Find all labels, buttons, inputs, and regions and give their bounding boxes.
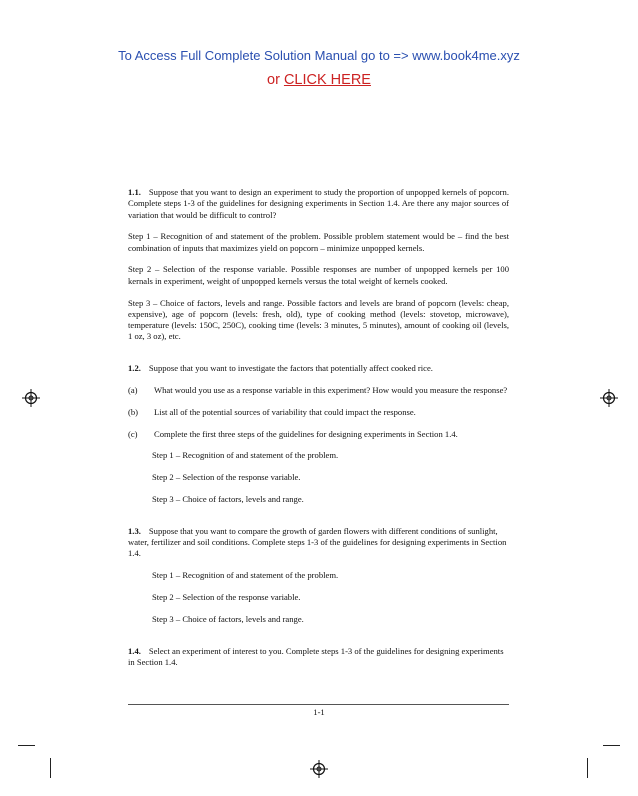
part-label: (a) xyxy=(128,385,138,396)
question-text: Suppose that you want to design an experiment to study the proportion of unpopped kernels of popcorn. Complete steps 1-3 of the guidelines for designing experiments in Section 1.4. Are there any major sources of variation that would be difficult to control? xyxy=(128,187,509,220)
question-1-2 xyxy=(128,363,509,374)
access-banner[interactable]: To Access Full Complete Solution Manual go to => www.book4me.xyz xyxy=(118,48,520,63)
answer-step-2: Step 2 – Selection of the response variable. Possible responses are number of unpopped kernels per 100 kernals in experiment, weight of unpopped kernels versus the total weight of kernels cooked. xyxy=(128,264,509,286)
question-text: Select an experiment of interest to you. Complete steps 1-3 of the guidelines for designing experiments in Section 1.4. xyxy=(128,645,504,667)
part-a xyxy=(128,385,509,396)
crosshair-registration-icon xyxy=(600,389,618,407)
question-1-4 xyxy=(128,646,509,669)
answer-step-3: Step 3 – Choice of factors, levels and range. Possible factors and levels are brand of popcorn (levels: cheap, expensive), age of popcorn (levels: fresh, old), type of cooking method (levels: stovetop, microwave), temperature (levels: 150C, 250C), cooking time (levels: 3 minutes, 5 minutes), amount of cooking oil (levels, 1 oz, 3 oz), etc. xyxy=(128,297,509,342)
question-text: Suppose that you want to compare the growth of garden flowers with different conditions of sunlight, water, fertilizer and soil conditions. Complete steps 1-3 of the guidelines for designing experiments in Section 1.4. xyxy=(128,525,507,559)
step-2: Step 2 – Selection of the response variable. xyxy=(152,592,301,603)
crosshair-registration-icon xyxy=(310,760,328,778)
click-here-link[interactable]: CLICK HERE xyxy=(283,72,371,88)
crosshair-registration-icon xyxy=(22,389,40,407)
answer-step-1: Step 1 – Recognition of and statement of the problem. Possible problem statement would be – find the best combination of inputs that maximizes yield on popcorn – minimize unpopped kernels. xyxy=(128,231,509,253)
part-text: What would you use as a response variable in this experiment? How would you measure the response? xyxy=(154,385,508,396)
question-number: 1.3. xyxy=(128,525,141,536)
crop-mark xyxy=(50,758,51,778)
part-c xyxy=(128,429,509,440)
question-text: Suppose that you want to investigate the factors that potentially affect cooked rice. xyxy=(148,363,433,374)
document-body xyxy=(128,187,509,679)
crop-mark xyxy=(603,745,620,746)
part-label: (b) xyxy=(128,406,139,417)
question-1-1 xyxy=(128,187,509,221)
step-1: Step 1 – Recognition of and statement of the problem. xyxy=(152,450,339,461)
page-number: 1-1 xyxy=(313,707,325,717)
step-3: Step 3 – Choice of factors, levels and range. xyxy=(152,494,304,505)
footer-divider xyxy=(128,704,509,705)
click-here-line xyxy=(0,72,638,88)
step-1: Step 1 – Recognition of and statement of the problem. xyxy=(152,570,339,581)
question-number: 1.1. xyxy=(128,187,141,197)
part-text: Complete the first three steps of the guidelines for designing experiments in Section 1.4. xyxy=(154,428,458,439)
part-b xyxy=(128,407,509,418)
question-number: 1.2. xyxy=(128,363,141,374)
question-1-3 xyxy=(128,526,509,560)
question-number: 1.4. xyxy=(128,645,141,656)
step-2: Step 2 – Selection of the response variable. xyxy=(152,472,301,483)
crop-mark xyxy=(18,745,35,746)
step-3: Step 3 – Choice of factors, levels and range. xyxy=(152,613,304,624)
part-text: List all of the potential sources of variability that could impact the response. xyxy=(154,406,416,417)
part-label: (c) xyxy=(128,428,138,439)
click-prefix: or xyxy=(267,72,284,88)
crop-mark xyxy=(587,758,588,778)
